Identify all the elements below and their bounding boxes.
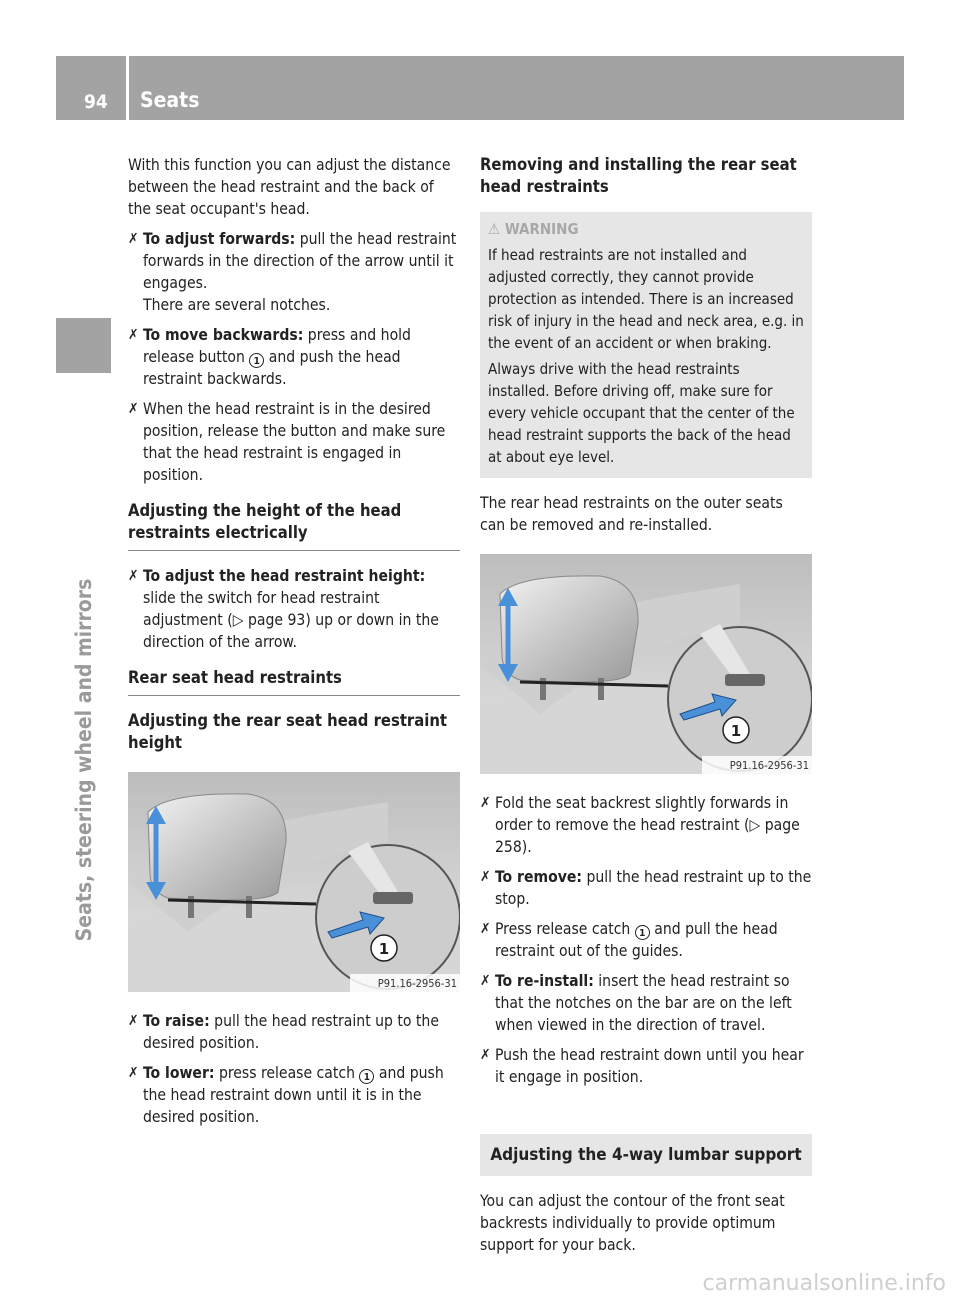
- header-separator: [126, 56, 129, 124]
- step-marker-icon: ✗: [128, 327, 139, 343]
- step-marker-icon: ✗: [128, 1065, 139, 1081]
- figure-callout: 1: [378, 940, 390, 958]
- heading-remove-install: Removing and installing the rear seat head restraints: [480, 155, 797, 196]
- step-release-button: ✗ When the head restraint is in the desired position, release the button and make sure that the head restraint is engaged in position.: [128, 400, 446, 484]
- callout-1-icon: 1: [249, 353, 264, 368]
- step-press-release-catch: ✗ Press release catch 1 and pull the head restraint out of the guides.: [480, 920, 778, 960]
- heading-rear-restraints: Rear seat head restraints: [128, 667, 460, 696]
- callout-1-icon: 1: [635, 925, 650, 940]
- warning-triangle-icon: ⚠: [488, 220, 501, 238]
- warning-paragraph-2: Always drive with the head restraints installed. Before driving off, make sure for every vehicle occupant that the center of the head restraint supports the back of the head at about eye level.: [488, 360, 795, 466]
- outer-seats-paragraph: The rear head restraints on the outer seats can be removed and re-installed.: [480, 494, 783, 534]
- heading-rear-height: Adjusting the rear seat head restraint height: [128, 711, 448, 752]
- step-push-down: ✗ Push the head restraint down until you hear it engage in position.: [480, 1046, 804, 1086]
- step-remove: ✗ To remove: pull the head restraint up to the stop.: [480, 868, 812, 908]
- side-tab-label: Seats, steering wheel and mirrors: [72, 578, 96, 942]
- figure-code: P91.16-2956-31: [729, 759, 809, 772]
- step-marker-icon: ✗: [480, 1047, 491, 1063]
- step-marker-icon: ✗: [480, 795, 491, 811]
- step-marker-icon: ✗: [480, 973, 491, 989]
- step-lower: ✗ To lower: press release catch 1 and push the head restraint down until it is in the desired position.: [128, 1064, 444, 1126]
- warning-title: ⚠ WARNING: [488, 220, 579, 238]
- right-column: [480, 154, 812, 1264]
- step-marker-icon: ✗: [480, 869, 491, 885]
- step-reinstall: ✗ To re-install: insert the head restraint so that the notches on the bar are on the left when viewed in the direction of travel.: [480, 972, 792, 1034]
- warning-box: [480, 212, 812, 478]
- warning-paragraph-1: If head restraints are not installed and adjusted correctly, they cannot provide protection as intended. There is an increased risk of injury in the head and neck area, e.g. in the event of an accident or when braking.: [488, 246, 804, 352]
- lumbar-paragraph: You can adjust the contour of the front seat backrests individually to provide optimum support for your back.: [480, 1192, 785, 1254]
- side-tab-block: [56, 318, 111, 373]
- callout-1-icon: 1: [359, 1069, 374, 1084]
- page-number: 94: [84, 91, 108, 113]
- figure-callout: 1: [730, 722, 742, 740]
- step-adjust-height: ✗ To adjust the head restraint height: slide the switch for head restraint adjustment (▷ page 93) up or down in the direction of the arrow.: [128, 567, 439, 651]
- step-fold-backrest: ✗ Fold the seat backrest slightly forwards in order to remove the head restraint (▷ page 258).: [480, 794, 800, 856]
- heading-lumbar-support: Adjusting the 4-way lumbar support: [480, 1134, 812, 1176]
- section-title: Seats: [140, 88, 200, 112]
- step-adjust-forwards: ✗ To adjust forwards: pull the head restraint forwards in the direction of the arrow until it engages. There are several notches.: [128, 230, 457, 314]
- step-move-backwards: ✗ To move backwards: press and hold release button 1 and push the head restraint backwards.: [128, 326, 411, 388]
- figure-rear-restraint-height: [128, 772, 460, 992]
- heading-electric: Adjusting the height of the head restraints electrically: [128, 500, 460, 551]
- step-raise: ✗ To raise: pull the head restraint up to the desired position.: [128, 1012, 439, 1052]
- step-marker-icon: ✗: [128, 568, 139, 584]
- intro-paragraph: With this function you can adjust the distance between the head restraint and the back of the seat occupant's head.: [128, 156, 451, 218]
- figure-remove-restraint: [480, 554, 812, 774]
- step-marker-icon: ✗: [128, 401, 139, 417]
- left-column: [128, 154, 460, 1136]
- step-marker-icon: ✗: [480, 921, 491, 937]
- footer-watermark: carmanualsonline.info: [702, 1271, 946, 1296]
- figure-code: P91.16-2956-31: [377, 977, 457, 990]
- step-marker-icon: ✗: [128, 1013, 139, 1029]
- step-marker-icon: ✗: [128, 231, 139, 247]
